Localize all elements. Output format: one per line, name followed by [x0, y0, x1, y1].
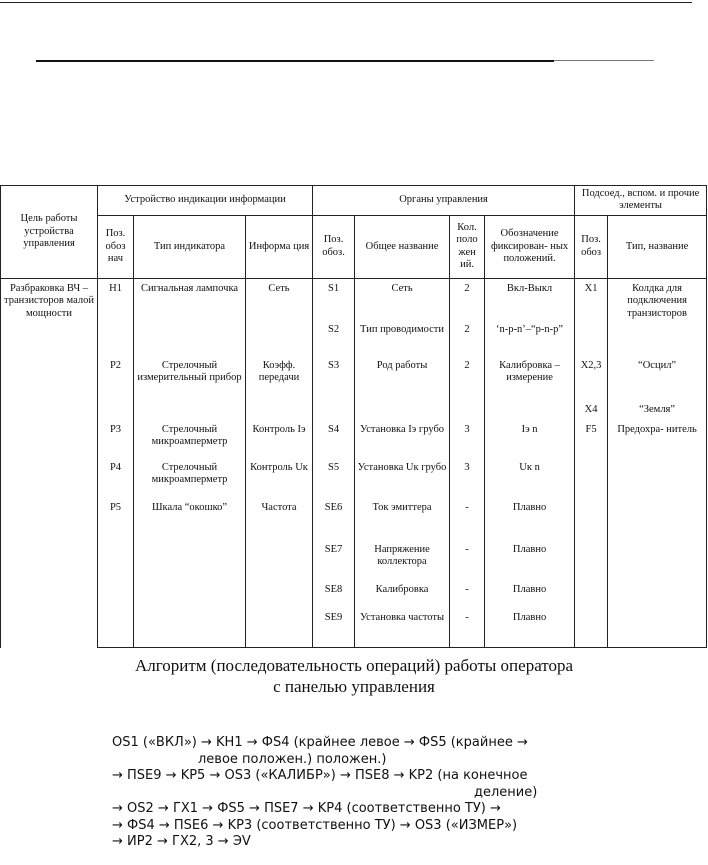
cell-ctl-pos: S1: [313, 278, 355, 322]
algorithm-title: [0, 655, 708, 697]
cell-ctl-name: Установка Uк грубо: [355, 460, 450, 500]
cell-ind-info: Контроль Iэ: [246, 422, 313, 460]
cell-ind-type: Шкала “окошко”: [134, 500, 246, 542]
table-row: [1, 610, 707, 648]
cell-ctl-count: 3: [450, 422, 485, 460]
header-ctl-name: Общее название: [355, 215, 450, 278]
table-row: [1, 358, 707, 402]
cell-oth-type: “Осцил”: [608, 358, 707, 402]
algorithm-line: → OS2 → ГX1 → ФS5 → ПSE7 → KP4 (соответственно ТУ) →: [112, 801, 501, 816]
header-oth-type: Тип, название: [608, 215, 707, 278]
cell-purpose: Разбраковка ВЧ – транзисторов малой мощности: [1, 278, 98, 648]
header-group-controls: Органы управления: [313, 186, 575, 216]
table-row: [1, 500, 707, 542]
cell-ctl-fixed: ‘n-p-n’–“p-n-p”: [485, 322, 575, 358]
cell-ctl-count: [450, 402, 485, 422]
cell-ctl-fixed: Плавно: [485, 610, 575, 648]
cell-oth-type: Предохра- нитель: [608, 422, 707, 460]
cell-ctl-pos: S5: [313, 460, 355, 500]
header-ctl-count: Кол. поло жен ий.: [450, 215, 485, 278]
algorithm-title-line-2: с панелью управления: [273, 677, 435, 696]
cell-ind-info: [246, 322, 313, 358]
cell-ctl-count: -: [450, 582, 485, 610]
cell-ind-pos: P5: [98, 500, 134, 542]
algorithm-line: деление): [474, 784, 538, 800]
cell-ctl-count: 3: [450, 460, 485, 500]
cell-ind-pos: P2: [98, 358, 134, 402]
header-ind-info: Информа ция: [246, 215, 313, 278]
cell-ind-type: [134, 322, 246, 358]
cell-ctl-name: Ток эмиттера: [355, 500, 450, 542]
header-ind-type: Тип индикатора: [134, 215, 246, 278]
cell-oth-type: [608, 322, 707, 358]
cell-ctl-pos: SE9: [313, 610, 355, 648]
cell-ctl-pos: S3: [313, 358, 355, 402]
cell-ctl-count: 2: [450, 278, 485, 322]
algorithm-line: → ФS4 → ПSE6 → KP3 (соответственно ТУ) → OS3 («ИЗМЕР»): [112, 817, 518, 833]
algorithm-sequence: [112, 735, 612, 851]
cell-oth-type: [608, 610, 707, 648]
cell-ctl-name: Установка частоты: [355, 610, 450, 648]
algorithm-title-line-1: Алгоритм (последовательность операций) работы оператора: [134, 656, 574, 675]
cell-ctl-name: Сеть: [355, 278, 450, 322]
table-row: [1, 460, 707, 500]
top-rule: [0, 2, 692, 3]
cell-ctl-pos: S4: [313, 422, 355, 460]
cell-ctl-pos: SE7: [313, 542, 355, 582]
cell-ind-info: Контроль Uк: [246, 460, 313, 500]
algorithm-line: левое положен.) положен.): [198, 751, 387, 767]
cell-oth-pos: [575, 542, 608, 582]
cell-oth-pos: X4: [575, 402, 608, 422]
cell-oth-type: Колдка для подключения транзисторов: [608, 278, 707, 322]
cell-ind-type: [134, 582, 246, 610]
cell-ind-info: Частота: [246, 500, 313, 542]
cell-ctl-pos: SE8: [313, 582, 355, 610]
cell-ctl-count: 2: [450, 322, 485, 358]
cell-ctl-count: 2: [450, 358, 485, 402]
header-rule: [36, 60, 554, 62]
algorithm-line: → ПSE9 → KP5 → OS3 («КАЛИБР») → ПSE8 → KP2 (на конечное: [112, 768, 528, 783]
header-group-indication: Устройство индикации информации: [98, 186, 313, 216]
cell-ind-info: Коэфф. передачи: [246, 358, 313, 402]
header-purpose: Цель работы устройства управления: [1, 186, 98, 279]
cell-ctl-count: -: [450, 542, 485, 582]
table-row: [1, 322, 707, 358]
algorithm-line: OS1 («ВКЛ») → KH1 → ФS4 (крайнее левое → ФS5 (крайнее →: [112, 735, 528, 750]
cell-ind-type: Сигнальная лампочка: [134, 278, 246, 322]
cell-ctl-fixed: Iэ n: [485, 422, 575, 460]
table-row: [1, 542, 707, 582]
cell-ctl-fixed: Плавно: [485, 582, 575, 610]
cell-ind-info: [246, 582, 313, 610]
cell-ind-type: [134, 610, 246, 648]
algorithm-line: → ИP2 → ГX2, 3 → ЭV: [112, 834, 251, 849]
table-row: [1, 422, 707, 460]
table-row: [1, 582, 707, 610]
cell-ind-pos: P3: [98, 422, 134, 460]
table-row: [1, 278, 707, 322]
cell-ctl-count: -: [450, 500, 485, 542]
cell-oth-pos: [575, 582, 608, 610]
cell-ind-info: [246, 542, 313, 582]
cell-ctl-pos: S2: [313, 322, 355, 358]
cell-ctl-fixed: Плавно: [485, 542, 575, 582]
header-rule-tail: [554, 60, 654, 61]
cell-oth-pos: [575, 460, 608, 500]
cell-ctl-fixed: Uк n: [485, 460, 575, 500]
table-row: [1, 402, 707, 422]
cell-oth-pos: [575, 322, 608, 358]
cell-oth-pos: X1: [575, 278, 608, 322]
cell-ind-pos: [98, 542, 134, 582]
cell-ind-type: Стрелочный микроамперметр: [134, 460, 246, 500]
cell-ctl-fixed: Вкл-Выкл: [485, 278, 575, 322]
cell-ctl-pos: SE6: [313, 500, 355, 542]
cell-ctl-name: [355, 402, 450, 422]
cell-oth-type: [608, 460, 707, 500]
header-oth-pos: Поз. обоз: [575, 215, 608, 278]
header-ctl-fixed: Обозначение фиксирован- ных положений.: [485, 215, 575, 278]
cell-ind-pos: [98, 322, 134, 358]
cell-ctl-name: Калибровка: [355, 582, 450, 610]
cell-oth-type: [608, 542, 707, 582]
header-ind-pos: Поз. обоз нач: [98, 215, 134, 278]
cell-oth-pos: X2,3: [575, 358, 608, 402]
cell-ind-pos: P4: [98, 460, 134, 500]
cell-oth-pos: [575, 500, 608, 542]
cell-ind-pos: [98, 402, 134, 422]
cell-ctl-fixed: [485, 402, 575, 422]
control-panel-spec-table: [0, 185, 707, 648]
cell-ctl-fixed: Плавно: [485, 500, 575, 542]
cell-ind-type: Стрелочный измерительный прибор: [134, 358, 246, 402]
header-group-other: Подсоед., вспом. и прочие элементы: [575, 186, 707, 216]
cell-oth-type: [608, 582, 707, 610]
cell-ind-type: Стрелочный микроамперметр: [134, 422, 246, 460]
cell-ind-type: [134, 402, 246, 422]
cell-ctl-name: Установка Iэ грубо: [355, 422, 450, 460]
cell-ind-pos: [98, 582, 134, 610]
cell-ind-info: [246, 610, 313, 648]
cell-oth-type: “Земля”: [608, 402, 707, 422]
cell-ctl-pos: [313, 402, 355, 422]
cell-ind-pos: [98, 610, 134, 648]
cell-ctl-fixed: Калибровка – измерение: [485, 358, 575, 402]
cell-ind-type: [134, 542, 246, 582]
cell-ctl-name: Тип проводимости: [355, 322, 450, 358]
header-ctl-pos: Поз. обоз.: [313, 215, 355, 278]
cell-oth-type: [608, 500, 707, 542]
cell-ind-pos: H1: [98, 278, 134, 322]
cell-ctl-name: Напряжение коллектора: [355, 542, 450, 582]
cell-ctl-count: -: [450, 610, 485, 648]
cell-oth-pos: F5: [575, 422, 608, 460]
cell-ctl-name: Род работы: [355, 358, 450, 402]
cell-oth-pos: [575, 610, 608, 648]
cell-ind-info: Сеть: [246, 278, 313, 322]
cell-ind-info: [246, 402, 313, 422]
